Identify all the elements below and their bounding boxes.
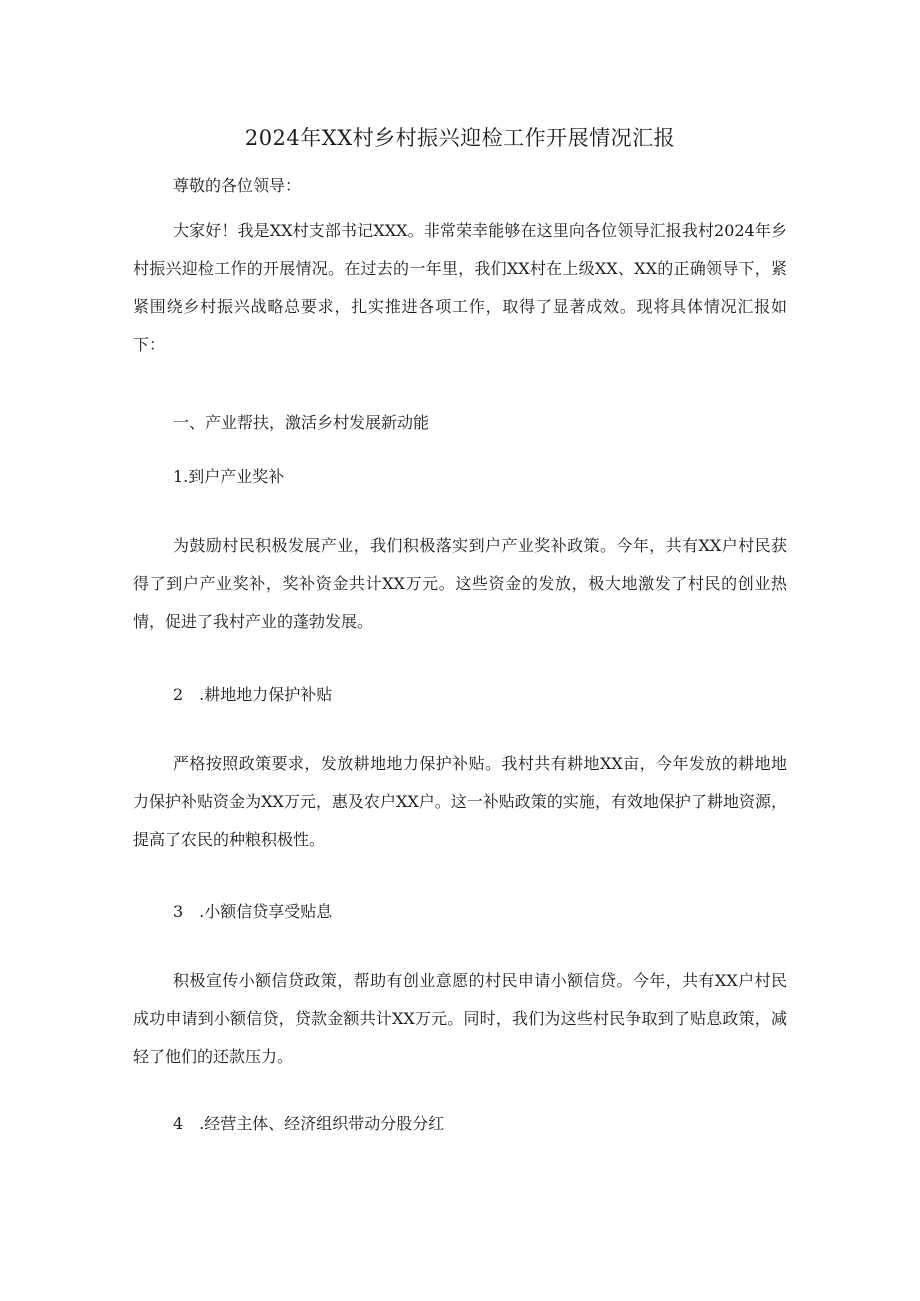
item-2-heading: 2 .耕地地力保护补贴 bbox=[173, 685, 333, 704]
item-4-heading: 4 .经营主体、经济组织带动分股分红 bbox=[173, 1114, 445, 1133]
section-1-heading: 一、产业帮扶，激活乡村发展新动能 bbox=[173, 413, 430, 432]
item-3-heading: 3 .小额信贷享受贴息 bbox=[173, 902, 333, 921]
item-1-body: 为鼓励村民积极发展产业，我们积极落实到户产业奖补政策。今年，共有XX户村民获得了到户产业奖补，奖补资金共计XX万元。这些资金的发放，极大地激发了村民的创业热情，促进了我村产业的蓬勃发展。 bbox=[133, 536, 787, 631]
item-2-body: 严格按照政策要求，发放耕地地力保护补贴。我村共有耕地XX亩，今年发放的耕地地力保护补贴资金为XX万元，惠及农户XX户。这一补贴政策的实施，有效地保护了耕地资源，提高了农民的种粮积极性。 bbox=[133, 754, 787, 849]
document-title: 2024年XX村乡村振兴迎检工作开展情况汇报 bbox=[244, 126, 676, 150]
intro-paragraph: 大家好！我是XX村支部书记XXX。非常荣幸能够在这里向各位领导汇报我村2024年乡村振兴迎检工作的开展情况。在过去的一年里，我们XX村在上级XX、XX的正确领导下，紧紧围绕乡村振兴战略总要求，扎实推进各项工作，取得了显著成效。现将具体情况汇报如下： bbox=[133, 221, 787, 354]
salutation: 尊敬的各位领导： bbox=[173, 176, 302, 195]
item-3-body: 积极宣传小额信贷政策，帮助有创业意愿的村民申请小额信贷。今年，共有XX户村民成功申请到小额信贷，贷款金额共计XX万元。同时，我们为这些村民争取到了贴息政策，减轻了他们的还款压力。 bbox=[133, 971, 787, 1066]
item-1-heading: 1.到户产业奖补 bbox=[173, 467, 285, 486]
